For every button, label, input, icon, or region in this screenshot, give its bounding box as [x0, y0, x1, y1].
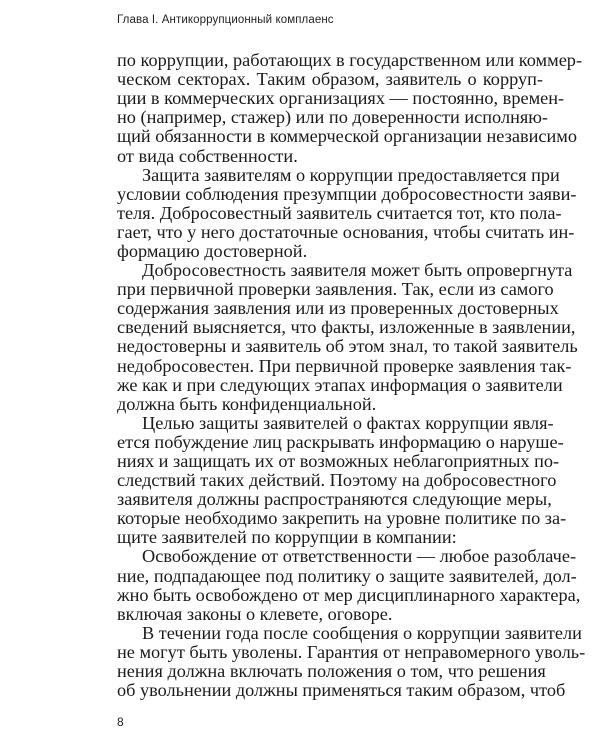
paragraph-first-line: В течении года после сообщения о коррупции заявители: [142, 622, 582, 643]
paragraph-first-line: Добросовестность заявителя может быть опровергнута: [142, 260, 573, 280]
text-line: недостоверны и заявитель об этом знал, то такой заявитель: [117, 336, 578, 357]
text-line: от вида собственности.: [117, 145, 298, 166]
text-line: ции в коммерческих организациях — постоянно, времен-: [117, 88, 565, 109]
text-line: ется побуждение лиц раскрывать информацию о наруше-: [117, 431, 564, 452]
text-line: об увольнении должны применяться таким образом, чтоб: [117, 680, 566, 700]
text-line: щите заявителей по коррупции в компании:: [117, 527, 457, 548]
text-line: не могут быть уволены. Гарантия от неправомерного уволь-: [117, 641, 586, 662]
text-line: формацию достоверной.: [117, 240, 308, 261]
text-line: включая законы о клевете, оговоре.: [117, 603, 393, 624]
text-line: сведений выясняется, что факты, изложенные в заявлении,: [117, 317, 576, 338]
text-line: следствий таких действий. Поэтому на добросовестного: [117, 470, 557, 490]
text-line: заявителя должны распространяются следующие меры,: [117, 489, 552, 510]
text-line: должна быть конфиденциальной.: [117, 393, 377, 414]
text-line: щий обязанности в коммерческой организации независимо: [117, 126, 577, 147]
text-line: которые необходимо закрепить на уровне политике по за-: [117, 508, 567, 529]
text-line: теля. Добросовестный заявитель считается тот, кто пола-: [117, 202, 562, 223]
text-line: жно быть освобождено от мер дисциплинарного характера,: [117, 584, 581, 605]
paragraph-first-line: Целью защиты заявителей о фактах коррупции явля-: [142, 412, 554, 433]
text-line: гает, что у него достаточные основания, чтобы считать ин-: [117, 221, 575, 242]
text-line: ние, подпадающее под политику о защите заявителей, дол-: [117, 565, 577, 586]
text-line: нения должна включать положения о том, что решения: [117, 660, 546, 681]
page-number: 8: [117, 715, 124, 729]
paragraph-first-line: Освобождение от ответственности — любое разоблаче-: [142, 546, 577, 567]
text-line: же как и при следующих этапах информация о заявители: [117, 374, 563, 395]
text-line: недобросовестен. При первичной проверке заявления так-: [117, 355, 572, 376]
running-header: Глава I. Антикоррупционный комплаенс: [117, 14, 334, 26]
text-line: но (например, стажер) или по доверенности исполняю-: [117, 107, 549, 128]
text-line: при первичной проверки заявления. Так, если из самого: [117, 279, 554, 300]
text-line: ческом секторах. Таким образом, заявитель о корруп-: [117, 69, 543, 90]
text-line: по коррупции, работающих в государственном или коммер-: [117, 50, 583, 70]
text-line: содержания заявления или из проверенных достоверных: [117, 298, 559, 319]
paragraph-first-line: Защита заявителям о коррупции предоставляется при: [142, 164, 560, 185]
text-line: условии соблюдения презумпции добросовестности заяви-: [117, 183, 577, 204]
text-line: ниях и защищать их от возможных неблагоприятных по-: [117, 450, 560, 471]
